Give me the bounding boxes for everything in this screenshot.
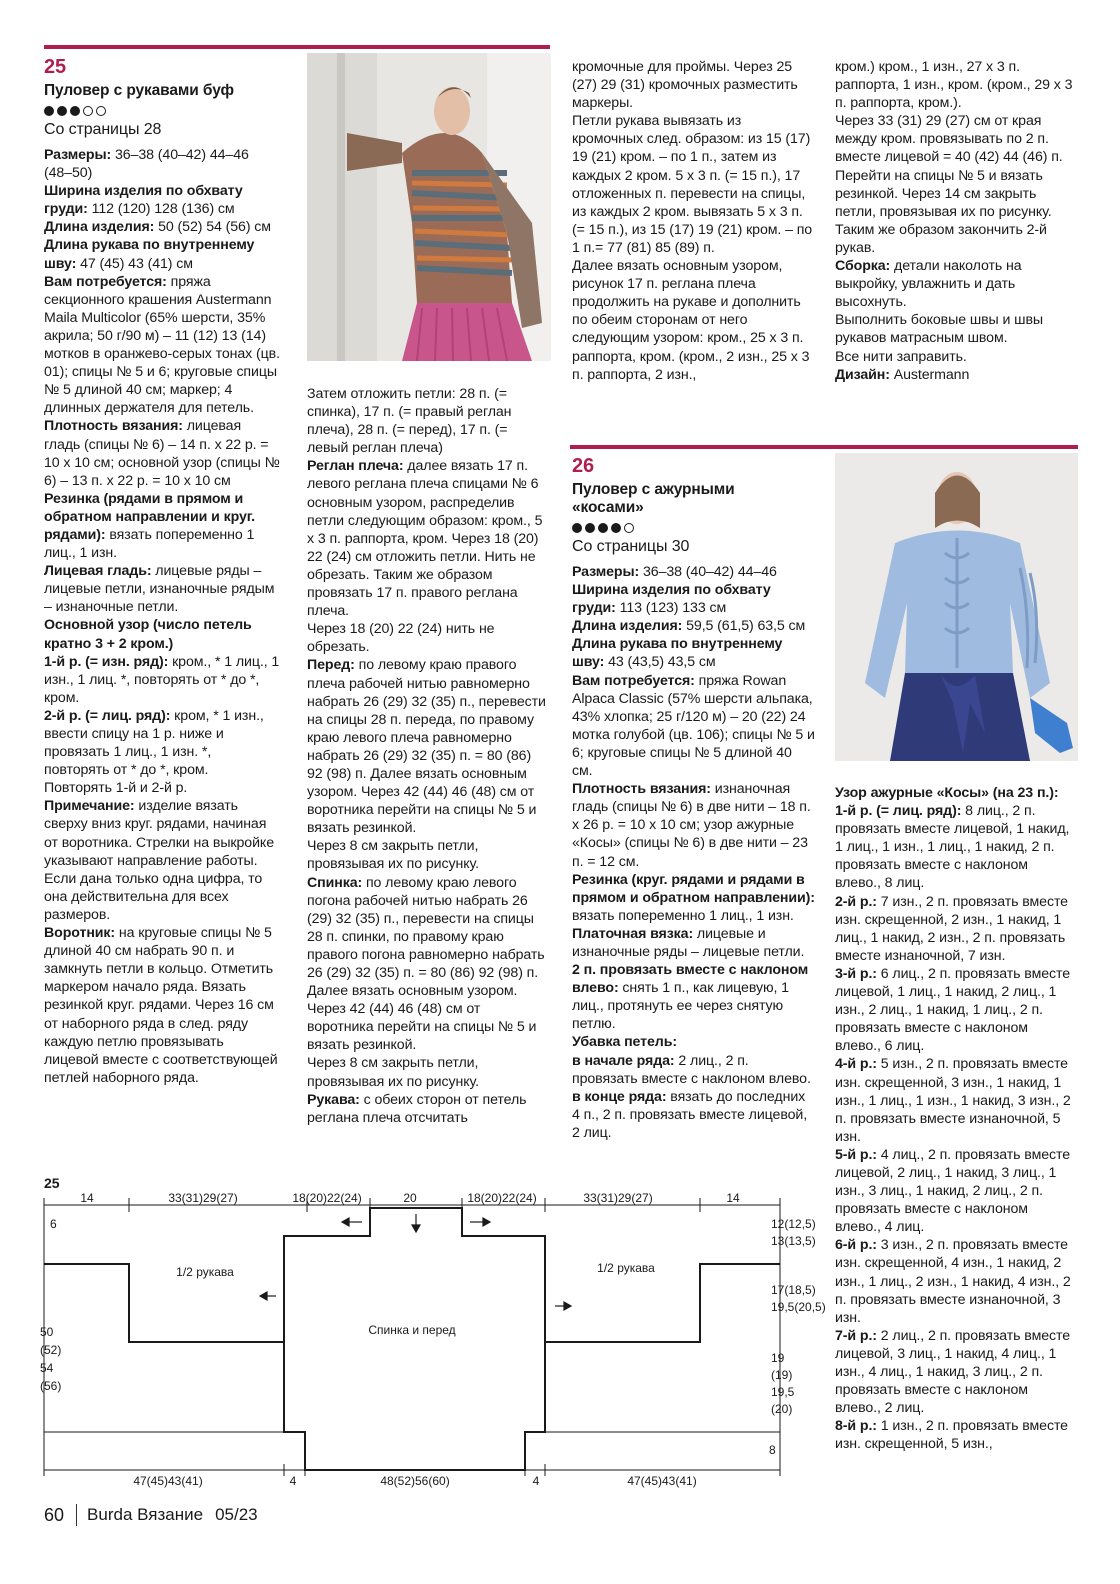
paragraph-text: 8 лиц., 2 п. провязать вместе лицевой, 1 накид, 1 лиц., 1 изн., 1 лиц., 1 накид, 2 п. провязать вместе с наклоном влево., 8 лиц.: [835, 803, 1070, 892]
pattern-schematic-25: [40, 1172, 826, 1497]
paragraph-text: Выполнить боковые швы и швы рукавов матрасным швом.: [835, 312, 1043, 347]
paragraph-text: 4 лиц., 2 п. провязать вместе лицевой, 2 лиц., 1 накид, 3 лиц., 1 изн., 3 лиц., 1 накид, 2 лиц., 2 п. провязать вместе с наклоном влево., 4 лиц.: [835, 1146, 1071, 1236]
paragraph-text: далее вязать 17 п. левого реглана плеча спицами № 6 основным узором, распределив петли следующим образом: кром., 5 х 3 п. раппорта, кром. Через 18 (20) 22 (24) см отложить петли. Нить не обрезать. Таким же образом провязать 17 п. правого реглана плеча.: [307, 458, 543, 620]
paragraph-text: изделие вязать сверху вниз круг. рядами, начиная от воротника. Стрелки на выкройке указывают направление работы. Если дана только одна цифра, то она действительна для всех размеров.: [44, 798, 274, 923]
paragraph-heading: 7-й р.:: [835, 1327, 877, 1344]
paragraph: [44, 182, 280, 218]
paragraph-text: Через 33 (31) 29 (27) см от края между кром. провязывать по 2 п. вместе лицевой = 40 (42) 44 (46) п.: [835, 113, 1063, 166]
paragraph: [835, 965, 1077, 1055]
paragraph-heading: Длина изделия:: [44, 219, 155, 236]
dim-right-5: 19: [771, 1351, 785, 1365]
paragraph-heading: Убавка петель:: [572, 1034, 677, 1051]
paragraph-text: вязать до последних 4 п., 2 п. провязать вместе лицевой, 2 лиц.: [572, 1088, 808, 1141]
paragraph-heading: 1-й р. (= лиц. ряд):: [835, 803, 962, 820]
p25-column-1: [44, 56, 280, 1087]
paragraph-heading: 2-й р. (= лиц. ряд):: [44, 707, 171, 724]
paragraph-text: 36–38 (40–42) 44–46: [639, 564, 777, 580]
paragraph-text: 36–38 (40–42) 44–46 (48–50): [44, 147, 249, 182]
paragraph-text: Через 8 см закрыть петли, провязывая их по рисунку.: [307, 1055, 479, 1090]
paragraph: [44, 417, 280, 489]
paragraph-heading: в конце ряда:: [572, 1088, 667, 1105]
dim-left-2: 50: [40, 1325, 54, 1339]
paragraph: [44, 218, 280, 236]
dim-right-9: 8: [769, 1443, 776, 1457]
label-half-sleeve-left: 1/2 рукава: [176, 1265, 234, 1279]
paragraph-text: Через 8 см закрыть петли, провязывая их по рисунку.: [307, 838, 479, 873]
dim-top-5: 18(20)22(24): [467, 1191, 537, 1205]
page-footer: [44, 1502, 258, 1528]
paragraph-text: 47 (45) 43 (41) см: [76, 255, 193, 272]
dim-top-6: 33(31)29(27): [583, 1191, 653, 1205]
dim-left-3: (52): [40, 1343, 62, 1357]
paragraph: [572, 257, 814, 384]
paragraph-text: кром.) кром., 1 изн., 27 х 3 п. раппорта, 1 изн., кром. (кром., 29 х 3 п. раппорта, кром.).: [835, 59, 1073, 112]
pattern-number: 26: [572, 455, 595, 477]
paragraph-text: 43 (43,5) 43,5 см: [604, 654, 716, 671]
paragraph-text: 2 лиц., 2 п. провязать вместе лицевой, 3 лиц., 1 накид, 4 лиц., 1 изн., 4 лиц., 1 накид, 3 лиц., 2 п. провязать вместе с наклоном влево., 2 лиц.: [835, 1327, 1071, 1417]
paragraph: [572, 58, 814, 112]
paragraph-text: Петли рукава вывязать из кромочных след. образом: из 15 (17) 19 (21) кром. – по 1 п., затем из каждых 2 кром. 5 х 3 п. (= 15 п.), 17 отложенных п. перевести на спицы, из каждых 2 кром. вывязать 5 х 3 п. (= 15 п.), из 15 (17) 19 (21) кром. – по 1 п.= 77 (81) 85 (89) п.: [572, 113, 813, 256]
p26-column-3: [572, 455, 816, 1142]
paragraph: [44, 653, 280, 707]
paragraph-text: 3 изн., 2 п. провязать вместе изн. скрещенной, 4 изн., 1 накид, 2 изн., 1 лиц., 2 изн., 1 накид, 4 изн., 2 п. провязать вместе изнаночной, 3 изн.: [835, 1237, 1071, 1326]
paragraph: [572, 563, 816, 581]
paragraphs: [572, 563, 816, 1142]
source-page: Со страницы 28: [44, 121, 162, 138]
paragraph: [835, 311, 1075, 347]
paragraph: [307, 837, 547, 873]
paragraph: [835, 893, 1077, 965]
paragraphs: [835, 58, 1075, 384]
paragraph: [44, 146, 280, 182]
paragraph: [307, 982, 547, 1054]
dim-bottom-2: 4: [289, 1474, 297, 1488]
paragraph-heading: в начале ряда:: [572, 1052, 675, 1069]
paragraph: [835, 1417, 1077, 1453]
paragraph-text: Далее вязать основным узором, рисунок 17 п. реглана плеча продолжить на рукаве и дополнить по обеим сторонам от него следующим узором: кром., 25 х 3 п. раппорта, кром. (кром., 2 изн., 25 х 3 п. раппорта, 2 изн.,: [572, 258, 810, 383]
paragraph-heading: Размеры:: [572, 564, 640, 580]
paragraph-text: Austermann: [889, 366, 970, 383]
issue-number: 05/23: [215, 1505, 258, 1524]
difficulty-rating: [572, 523, 816, 533]
paragraph-heading: 1-й р. (= изн. ряд):: [44, 653, 169, 670]
paragraph-text: 59,5 (61,5) 63,5 см: [682, 618, 806, 635]
paragraph-heading: 2-й р.:: [835, 893, 877, 910]
dim-right-3: 17(18,5): [771, 1283, 816, 1297]
paragraph: [44, 797, 280, 924]
paragraph-heading: Размеры:: [44, 147, 112, 163]
paragraph-heading: Сборка:: [835, 258, 891, 275]
paragraph-text: 1 изн., 2 п. провязать вместе изн. скрещенной, 5 изн.,: [835, 1418, 1068, 1453]
paragraph: [44, 924, 280, 1087]
paragraphs: [307, 385, 547, 1127]
dim-right-8: (20): [771, 1402, 793, 1416]
paragraph-text: лицевые ряды – лицевые петли, изнаночные рядым – изнаночные петли.: [44, 563, 275, 616]
paragraph: [835, 1327, 1077, 1417]
pattern-number: 25: [44, 56, 67, 78]
paragraph: [307, 620, 547, 656]
paragraph: [835, 167, 1075, 257]
section-25-rule: [44, 45, 550, 49]
paragraph-heading: Платочная вязка:: [572, 925, 694, 942]
paragraph: [835, 112, 1075, 166]
paragraph: [572, 780, 816, 870]
pattern-title: Пуловер с ажурными «косами»: [572, 481, 735, 516]
paragraph: [835, 1236, 1077, 1326]
paragraph-heading: 8-й р.:: [835, 1418, 877, 1435]
dim-right-7: 19,5: [771, 1385, 795, 1399]
paragraph-heading: Плотность вязания:: [44, 418, 183, 435]
paragraph-text: 2 лиц., 2 п. провязать вместе с наклоном влево.: [572, 1052, 811, 1087]
dim-left-4: 54: [40, 1361, 54, 1375]
paragraph-text: на круговые спицы № 5 длиной 40 см набрать 90 п. и замкнуть петли в кольцо. Отметить маркером начало ряда. Вязать резинкой круг. рядами. Через 16 см от наборного ряда в след. ряду каждую петлю провязывать лицевой вместе с соответствующей петлей наборного ряда.: [44, 925, 278, 1086]
paragraph-heading: Резинка (круг. рядами и рядами в прямом и обратном направлении):: [572, 871, 815, 906]
paragraph: [44, 490, 280, 562]
paragraph: [572, 1033, 816, 1051]
paragraph-text: лицевая гладь (спицы № 6) – 14 п. х 22 р. = 10 х 10 см; основной узор (спицы № 6) – 13 п. х 22 р. = 10 х 10 см: [44, 418, 280, 489]
paragraph-heading: Рукава:: [307, 1091, 360, 1108]
dim-top-3: 18(20)22(24): [292, 1191, 362, 1205]
photo-pullover-25: [307, 53, 551, 361]
paragraph: [835, 1146, 1077, 1236]
p25-column-3: [572, 58, 814, 384]
paragraph: [572, 1052, 816, 1088]
paragraph: [835, 366, 1075, 384]
paragraph-text: 5 изн., 2 п. провязать вместе изн. скрещенной, 3 изн., 1 накид, 1 изн., 1 лиц., 1 изн., 1 накид, 3 изн., 2 п. провязать вместе изнаночной, 5 изн.: [835, 1056, 1071, 1145]
paragraph: [307, 1091, 547, 1127]
dim-right-4: 19,5(20,5): [771, 1300, 826, 1314]
paragraph-text: Перейти на спицы № 5 и вязать резинкой. Через 14 см закрыть петли, провязывая их по рисунку. Таким же образом закончить 2-й рукав.: [835, 167, 1052, 256]
label-half-sleeve-right: 1/2 рукава: [597, 1261, 655, 1275]
paragraph: [44, 236, 280, 272]
paragraph-heading: Ширина изделия по обхвату груди:: [44, 183, 243, 218]
paragraph-text: кром, * 1 изн., ввести спицу на 1 р. ниже и провязать 1 лиц., 1 изн. *, повторять от * до *, кром. Повторять 1-й и 2-й р.: [44, 707, 264, 797]
paragraph-heading: Длина рукава по внутреннему шву:: [44, 237, 255, 272]
dim-bottom-5: 47(45)43(41): [627, 1474, 697, 1488]
paragraph-text: изнаночная гладь (спицы № 6) в две нити – 18 п. х 26 р. = 10 х 10 см; узор ажурные «Косы» (спицы № 6) в две нити – 23 п. = 12 см.: [572, 781, 811, 870]
magazine-title: Burda Вязание: [87, 1505, 204, 1524]
schematic-number: 25: [44, 1175, 60, 1191]
dim-right-2: 13(13,5): [771, 1234, 816, 1248]
paragraph: [44, 707, 280, 797]
paragraph-heading: Лицевая гладь:: [44, 563, 152, 580]
paragraph: [572, 1088, 816, 1142]
paragraph-text: 113 (123) 133 см: [615, 600, 727, 617]
paragraphs: [572, 58, 814, 384]
paragraph-text: 6 лиц., 2 п. провязать вместе лицевой, 1 лиц., 1 накид, 2 лиц., 1 изн., 2 лиц., 1 накид, 1 лиц., 2 п. провязать вместе с наклоном влево., 6 лиц.: [835, 965, 1071, 1055]
paragraph: [44, 273, 280, 418]
paragraph-text: 7 изн., 2 п. провязать вместе изн. скрещенной, 2 изн., 1 накид, 1 лиц., 1 накид, 2 изн., 2 п. провязать вместе изнаночной, 7 изн.: [835, 893, 1068, 964]
paragraph: [835, 257, 1075, 311]
dim-top-1: 14: [80, 1191, 94, 1205]
paragraph-text: пряжа секционного крашения Austermann Maila Multicolor (65% шерсти, 35% акрила; 50 г/90 м) – 11 (12) 13 (14) мотков в оранжево-серых тонах (цв. 01); спицы № 5 и 6; круговые спицы № 5 длиной 40 см; маркер; 4 длинных держателя для петель.: [44, 273, 280, 417]
label-back-and-front: Спинка и перед: [368, 1323, 456, 1337]
paragraphs: [835, 784, 1077, 1453]
paragraph: [44, 616, 280, 652]
paragraph-heading: 3-й р.:: [835, 965, 877, 982]
p25-column-2: [307, 385, 547, 1127]
paragraph-heading: 5-й р.:: [835, 1146, 877, 1163]
paragraph: [835, 802, 1077, 892]
paragraph-heading: Ширина изделия по обхвату груди:: [572, 582, 771, 617]
paragraph: [572, 925, 816, 961]
dim-right-6: (19): [771, 1368, 793, 1382]
dim-bottom-4: 4: [532, 1474, 540, 1488]
paragraph-heading: Длина рукава по внутреннему шву:: [572, 636, 783, 671]
paragraph: [307, 656, 547, 837]
paragraph: [307, 874, 547, 983]
paragraph: [44, 562, 280, 616]
paragraph-text: кромочные для проймы. Через 25 (27) 29 (31) кромочных разместить маркеры.: [572, 59, 798, 112]
paragraph: [572, 871, 816, 925]
paragraph-heading: Узор ажурные «Косы» (на 23 п.):: [835, 785, 1059, 801]
paragraph-text: лицевые и изнаночные ряды – лицевые петли.: [572, 925, 805, 960]
paragraph-heading: Основной узор (число петель кратно 3 + 2 кром.): [44, 617, 252, 652]
paragraph-heading: Вам потребуется:: [44, 273, 167, 290]
paragraph: [572, 672, 816, 781]
paragraph-heading: Длина изделия:: [572, 618, 683, 635]
difficulty-rating: [44, 106, 280, 116]
paragraph-heading: 6-й р.:: [835, 1237, 877, 1254]
paragraph-heading: Спинка:: [307, 874, 363, 891]
dim-bottom-3: 48(52)56(60): [380, 1474, 450, 1488]
paragraph-text: с обеих сторон от петель реглана плеча отсчитать: [307, 1091, 527, 1126]
paragraph-heading: Дизайн:: [835, 366, 890, 383]
paragraph: [572, 112, 814, 257]
paragraph-heading: Вам потребуется:: [572, 672, 695, 689]
paragraph: [572, 581, 816, 617]
footer-divider: [76, 1504, 77, 1526]
paragraph-heading: Плотность вязания:: [572, 781, 711, 798]
paragraph-text: вязать попеременно 1 лиц., 1 изн.: [44, 526, 255, 562]
paragraph: [835, 1055, 1077, 1145]
dim-top-2: 33(31)29(27): [168, 1191, 238, 1205]
paragraph-text: пряжа Rowan Alpaca Classic (57% шерсти альпака, 43% хлопка; 25 г/120 м) – 20 (22) 24 мотка голубой (цв. 106); спицы № 5 и 6; круговые спицы № 5 длиной 40 см.: [572, 672, 815, 780]
paragraph-text: 50 (52) 54 (56) см: [154, 219, 271, 236]
photo-pullover-26: [835, 453, 1078, 761]
dim-bottom-1: 47(45)43(41): [133, 1474, 203, 1488]
paragraph-text: 112 (120) 128 (136) см: [87, 201, 235, 218]
paragraph: [307, 1054, 547, 1090]
paragraph: [307, 385, 547, 457]
paragraph-text: Через 18 (20) 22 (24) нить не обрезать.: [307, 621, 495, 656]
dim-top-4: 20: [403, 1191, 417, 1205]
dim-right-1: 12(12,5): [771, 1217, 816, 1231]
source-page: Со страницы 30: [572, 538, 690, 555]
paragraph: [572, 617, 816, 635]
paragraph-heading: Резинка (рядами в прямом и обратном направлении и круг. рядами):: [44, 490, 255, 543]
paragraph-text: по левому краю правого плеча рабочей нитью равномерно набрать 26 (29) 32 (35) п., перевести на спицы 28 п. переда, по правому краю левого плеча равномерно набрать 26 (29) 32 (35) п. = 80 (86) 92 (98) п. Далее вязать основным узором. Через 42 (44) 46 (48) см от воротника перейти на спицы № 5 и вязать резинкой.: [307, 657, 546, 837]
paragraph: [835, 58, 1075, 112]
paragraph-heading: Перед:: [307, 657, 355, 674]
page-number: 60: [44, 1504, 65, 1525]
paragraph-text: кром., * 1 лиц., 1 изн., 1 лиц. *, повторять от * до *, кром.: [44, 653, 280, 706]
section-26-rule: [570, 445, 1078, 449]
paragraphs: [44, 146, 280, 1087]
p26-column-4: [835, 784, 1077, 1453]
paragraph-text: Все нити заправить.: [835, 348, 967, 365]
paragraph-text: снять 1 п., как лицевую, 1 лиц., протянуть ее через снятую петлю.: [572, 980, 789, 1033]
paragraph-heading: Воротник:: [44, 925, 116, 942]
paragraph-text: Далее вязать основным узором. Через 42 (44) 46 (48) см от воротника перейти на спицы № 5 и вязать резинкой.: [307, 983, 537, 1054]
paragraph: [572, 961, 816, 1033]
dim-top-7: 14: [726, 1191, 740, 1205]
paragraph: [307, 457, 547, 620]
dim-left-5: (56): [40, 1379, 62, 1393]
p25-column-4: [835, 58, 1075, 384]
dim-left-1: 6: [50, 1217, 57, 1231]
paragraph: [835, 348, 1075, 366]
pattern-title: Пуловер с рукавами буф: [44, 82, 234, 99]
paragraph-text: по левому краю левого погона рабочей нитью набрать 26 (29) 32 (35) п., перевести на спицы 28 п. спинки, по правому краю правого погона равномерно набрать 26 (29) 32 (35) п. = 80 (86) 92 (98) п.: [307, 874, 545, 981]
paragraph-heading: Примечание:: [44, 798, 135, 815]
paragraph-heading: 4-й р.:: [835, 1056, 877, 1073]
paragraph: [572, 635, 816, 671]
paragraph-text: вязать попеременно 1 лиц., 1 изн.: [572, 907, 794, 924]
paragraph-heading: 2 п. провязать вместе с наклоном влево:: [572, 962, 809, 997]
paragraph-text: Затем отложить петли: 28 п. (= спинка), 17 п. (= правый реглан плеча), 28 п. (= перед), 17 п. (= левый реглан плеча): [307, 386, 512, 457]
paragraph-text: детали наколоть на выкройку, увлажнить и дать высохнуть.: [835, 258, 1022, 311]
paragraph-heading: Реглан плеча:: [307, 458, 404, 475]
paragraph: [835, 784, 1077, 802]
